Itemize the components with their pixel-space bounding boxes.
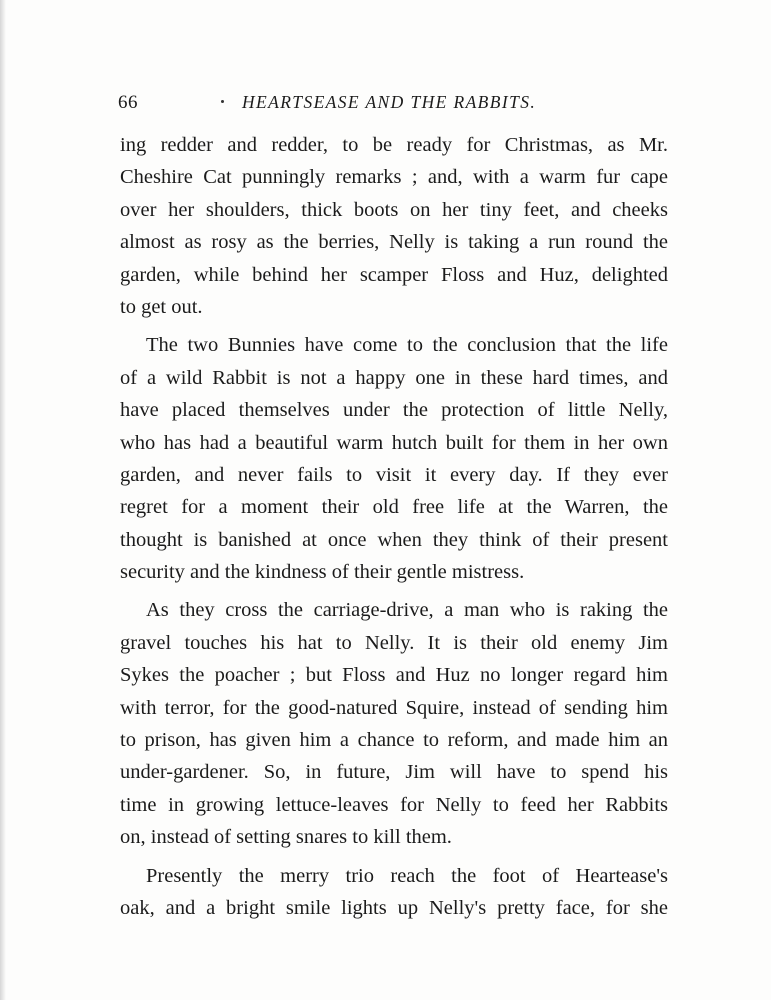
- text-line: oak, and a bright smile lights up Nelly's pretty face, for she: [120, 896, 668, 919]
- page-edge-shadow: [0, 0, 6, 1000]
- body-text: [120, 129, 668, 924]
- text-line: As they cross the carriage-drive, a man who is raking the: [146, 599, 668, 622]
- text-line: of a wild Rabbit is not a happy one in these hard times, and: [120, 366, 668, 389]
- text-line: over her shoulders, thick boots on her tiny feet, and cheeks: [120, 198, 668, 221]
- text-line: Presently the merry trio reach the foot of Heartease's: [146, 864, 668, 887]
- text-line: gravel touches his hat to Nelly. It is their old enemy Jim: [120, 631, 668, 654]
- text-line: garden, while behind her scamper Floss and Huz, delighted: [120, 263, 668, 286]
- text-line: ing redder and redder, to be ready for Christmas, as Mr.: [120, 134, 668, 156]
- paragraph: [120, 329, 668, 588]
- text-line: under-gardener. So, in future, Jim will have to spend his: [120, 761, 668, 784]
- text-line: with terror, for the good-natured Squire, instead of sending him: [120, 696, 668, 719]
- text-line: Cheshire Cat punningly remarks ; and, with a warm fur cape: [120, 166, 668, 189]
- text-line: security and the kindness of their gentle mistress.: [120, 561, 525, 584]
- running-head: [118, 92, 666, 118]
- header-dot: [221, 100, 224, 103]
- text-line: The two Bunnies have come to the conclusion that the life: [146, 334, 668, 357]
- text-line: time in growing lettuce-leaves for Nelly to feed her Rabbits: [120, 793, 668, 816]
- paragraph: [120, 129, 668, 323]
- text-line: on, instead of setting snares to kill them.: [120, 826, 452, 849]
- text-line: thought is banished at once when they think of their present: [120, 528, 668, 551]
- page-number: 66: [118, 92, 138, 113]
- paragraph: [120, 594, 668, 853]
- text-line: regret for a moment their old free life at the Warren, the: [120, 496, 668, 519]
- text-line: who has had a beautiful warm hutch built for them in her own: [120, 431, 668, 454]
- paragraph: [120, 860, 668, 925]
- text-line: have placed themselves under the protection of little Nelly,: [120, 399, 668, 422]
- text-line: Sykes the poacher ; but Floss and Huz no longer regard him: [120, 664, 668, 687]
- text-line: garden, and never fails to visit it every day. If they ever: [120, 463, 668, 486]
- text-line: to prison, has given him a chance to reform, and made him an: [120, 729, 668, 752]
- text-line: almost as rosy as the berries, Nelly is taking a run round the: [120, 231, 668, 254]
- running-title: HEARTSEASE AND THE RABBITS.: [242, 92, 537, 112]
- text-line: to get out.: [120, 295, 203, 318]
